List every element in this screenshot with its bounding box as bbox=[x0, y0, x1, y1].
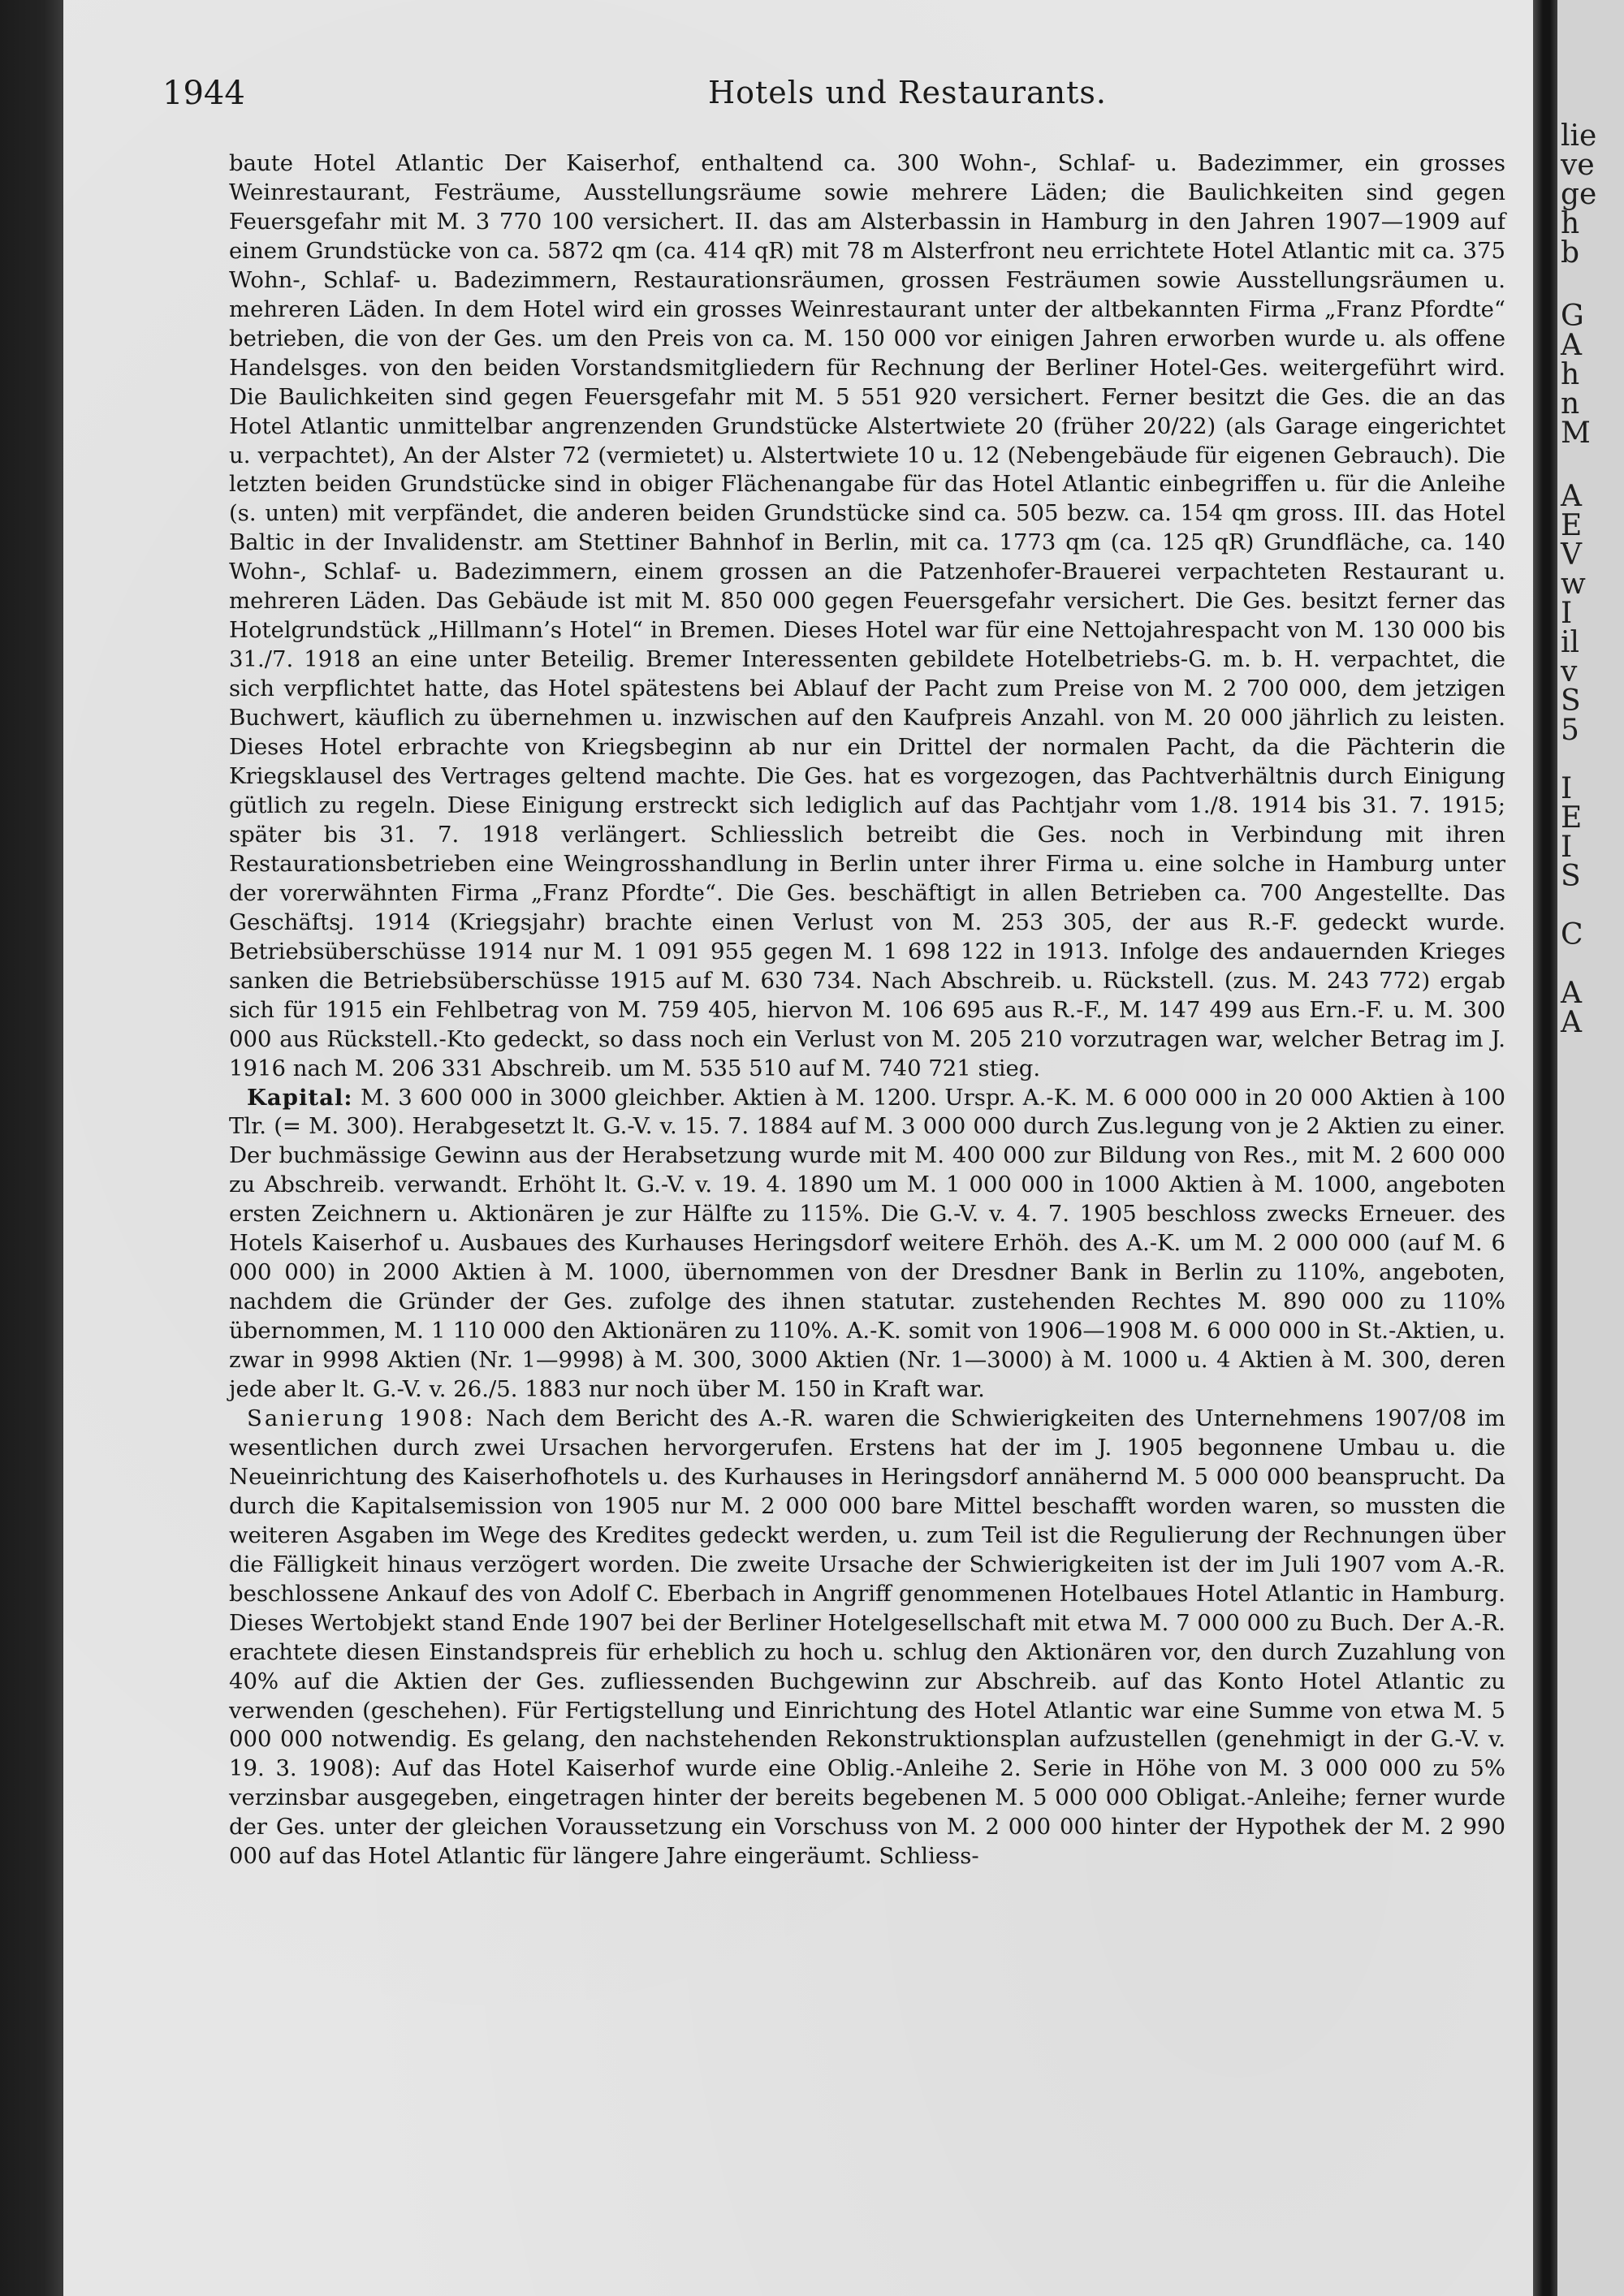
next-page-fragment: b bbox=[1561, 236, 1580, 270]
sanierung-text: Nach dem Bericht des A.-R. waren die Schwierigkeiten des Unternehmens 1907/08 im wesentlichen durch zwei Ursachen hervorgerufen. Erstens hat der im J. 1905 begonnene Umbau u. die Neueinrichtung des Kaiserhofhotels u. des Kurhauses in Heringsdorf annähernd M. 5 000 000 beansprucht. Da durch die Kapitalsemission von 1905 nur M. 2 000 000 bare Mittel beschafft worden waren, so mussten die weiteren Asgaben im Wege des Kredites gedeckt werden, u. zum Teil ist die Regulierung der Rechnungen über die Fälligkeit hinaus verzögert worden. Die zweite Ursache der Schwierigkeiten ist der im Juli 1907 vom A.-R. beschlossene Ankauf des von Adolf C. Eberbach in Angriff genommenen Hotelbaues Hotel Atlantic in Hamburg. Dieses Wertobjekt stand Ende 1907 bei der Berliner Hotelgesellschaft mit etwa M. 7 000 000 zu Buch. Der A.-R. erachtete diesen Einstandspreis für erheblich zu hoch u. schlug den Aktionären vor, den durch Zuzahlung von 40% auf die Aktien der Ges. zufliessenden Buchgewinn zur Abschreib. auf das Konto Hotel Atlantic zu verwenden (geschehen). Für Fertigstellung und Einrichtung des Hotel Atlantic war eine Summe von etwa M. 5 000 000 notwendig. Es gelang, den nachstehenden Rekonstruktionsplan aufzustellen (genehmigt in der G.-V. v. 19. 3. 1908): Auf das Hotel Kaiserhof wurde eine Oblig.-Anleihe 2. Serie in Höhe von M. 3 000 000 zu 5% verzinsbar ausgegeben, eingetragen hinter der bereits begebenen M. 5 000 000 Obligat.-Anleihe; ferner wurde der Ges. unter der gleichen Voraussetzung ein Vorschuss von M. 2 000 000 hinter der Hypothek der M. 2 990 000 auf das Hotel Atlantic für längere Jahre eingeräumt. Schliess- bbox=[229, 1405, 1505, 1870]
next-page-fragment: S bbox=[1561, 860, 1581, 893]
next-page-fragment: I bbox=[1561, 772, 1573, 805]
page-header bbox=[162, 75, 1502, 115]
next-page-fragment: G bbox=[1561, 300, 1584, 333]
next-page-fragment: ge bbox=[1561, 178, 1597, 211]
body-text bbox=[229, 149, 1505, 1871]
next-page-fragment: V bbox=[1561, 538, 1582, 572]
next-page-fragment: ve bbox=[1561, 149, 1595, 182]
next-page-fragment: C bbox=[1561, 918, 1583, 952]
paragraph-hotel-properties: baute Hotel Atlantic Der Kaiserhof, enthaltend ca. 300 Wohn-, Schlaf- u. Badezimmer, ein grosses Weinrestaurant, Festräume, Ausstellungsräume sowie mehrere Läden; die Baulichkeiten sind gegen Feuersgefahr mit M. 3 770 100 versichert. II. das am Alsterbassin in Hamburg in den Jahren 1907—1909 auf einem Grundstücke von ca. 5872 qm (ca. 414 qR) mit 78 m Alsterfront neu errichtete Hotel Atlantic mit ca. 375 Wohn-, Schlaf- u. Badezimmern, Restaurationsräumen, grossen Festräumen sowie Ausstellungsräumen u. mehreren Läden. In dem Hotel wird ein grosses Weinrestaurant unter der altbekannten Firma „Franz Pfordte“ betrieben, die von der Ges. um den Preis von ca. M. 150 000 vor einigen Jahren erworben wurde u. als offene Handelsges. von den beiden Vorstandsmitgliedern für Rechnung der Berliner Hotel-Ges. weitergeführt wird. Die Baulichkeiten sind gegen Feuersgefahr mit M. 5 551 920 versichert. Ferner besitzt die Ges. die an das Hotel Atlantic unmittelbar angrenzenden Grundstücke Alstertwiete 20 (früher 20/22) (als Garage eingerichtet u. verpachtet), An der Alster 72 (vermietet) u. Alstertwiete 10 u. 12 (Nebengebäude für eigenen Gebrauch). Die letzten beiden Grundstücke sind in obiger Flächenangabe für das Hotel Atlantic einbegriffen u. für die Anleihe (s. unten) mit verpfändet, die anderen beiden Grundstücke sind ca. 505 bezw. ca. 154 qm gross. III. das Hotel Baltic in der Invalidenstr. am Stettiner Bahnhof in Berlin, mit ca. 1773 qm (ca. 125 qR) Grundfläche, ca. 140 Wohn-, Schlaf- u. Badezimmern, einem grossen an die Patzenhofer-Brauerei verpachteten Restaurant u. mehreren Läden. Das Gebäude ist mit M. 850 000 gegen Feuersgefahr versichert. Die Ges. besitzt ferner das Hotelgrundstück „Hillmann’s Hotel“ in Bremen. Dieses Hotel war für eine Nettojahrespacht von M. 130 000 bis 31./7. 1918 an eine unter Beteilig. Bremer Interessenten gebildete Hotelbetriebs-G. m. b. H. verpachtet, die sich verpflichtet hatte, das Hotel spätestens bei Ablauf der Pacht zum Preise von M. 2 700 000, dem jetzigen Buchwert, käuflich zu übernehmen u. inzwischen auf den Kaufpreis Anzahl. von M. 20 000 jährlich zu leisten. Dieses Hotel erbrachte von Kriegsbeginn ab nur ein Drittel der normalen Pacht, da die Pächterin die Kriegsklausel des Vertrages geltend machte. Die Ges. hat es vorgezogen, das Pachtverhältnis durch Einigung gütlich zu regeln. Diese Einigung erstreckt sich lediglich auf das Pachtjahr vom 1./8. 1914 bis 31. 7. 1915; später bis 31. 7. 1918 verlängert. Schliesslich betreibt die Ges. noch in Verbindung mit ihren Restaurationsbetrieben eine Weingrosshandlung in Berlin unter ihrer Firma u. eine solche in Hamburg unter der vorerwähnten Firma „Franz Pfordte“. Die Ges. beschäftigt in allen Betrieben ca. 700 Angestellte. Das Geschäftsj. 1914 (Kriegsjahr) brachte einen Verlust von M. 253 305, der aus R.-F. gedeckt wurde. Betriebsüberschüsse 1914 nur M. 1 091 955 gegen M. 1 698 122 in 1913. Infolge des andauernden Krieges sanken die Betriebsüberschüsse 1915 auf M. 630 734. Nach Abschreib. u. Rückstell. (zus. M. 243 772) ergab sich für 1915 ein Fehlbetrag von M. 759 405, hiervon M. 106 695 aus R.-F., M. 147 499 aus Ern.-F. u. M. 300 000 aus Rückstell.-Kto gedeckt, so dass noch ein Verlust von M. 205 210 vorzutragen war, welcher Betrag im J. 1916 nach M. 206 331 Abschreib. um M. 535 510 auf M. 740 721 stieg. bbox=[229, 150, 1505, 1081]
next-page-fragment: n bbox=[1561, 387, 1580, 421]
next-page-fragment: I bbox=[1561, 831, 1573, 864]
next-page-fragment: M bbox=[1561, 416, 1591, 450]
binding-edge bbox=[0, 0, 63, 2296]
next-page-fragment: S bbox=[1561, 684, 1581, 718]
next-page-fragment: h bbox=[1561, 207, 1580, 240]
paragraph-sanierung bbox=[229, 1405, 1505, 1871]
kapital-heading: Kapital: bbox=[247, 1084, 353, 1111]
sanierung-heading: Sanierung 1908: bbox=[247, 1405, 476, 1431]
next-page-fragment: h bbox=[1561, 358, 1580, 391]
next-page-fragment: A bbox=[1561, 329, 1582, 362]
next-page-fragment: v bbox=[1561, 655, 1578, 688]
next-page-fragment: w bbox=[1561, 568, 1586, 601]
running-title: Hotels und Restaurants. bbox=[708, 75, 1108, 110]
next-page-fragment: E bbox=[1561, 509, 1583, 542]
page-number: 1944 bbox=[162, 75, 245, 112]
kapital-text: M. 3 600 000 in 3000 gleichber. Aktien à M. 1200. Urspr. A.-K. M. 6 000 000 in 20 000 Aktien à 100 Tlr. (= M. 300). Herabgesetzt lt. G.-V. v. 15. 7. 1884 auf M. 3 000 000 durch Zus.legung von je 2 Aktien zu einer. Der buchmässige Gewinn aus der Herabsetzung wurde mit M. 400 000 zur Bildung von Res., mit M. 2 600 000 zu Abschreib. verwandt. Erhöht lt. G.-V. v. 19. 4. 1890 um M. 1 000 000 in 1000 Aktien à M. 1000, angeboten ersten Zeichnern u. Aktionären je zur Hälfte zu 115%. Die G.-V. v. 4. 7. 1905 beschloss zwecks Erneuer. des Hotels Kaiserhof u. Ausbaues des Kurhauses Heringsdorf weitere Erhöh. des A.-K. um M. 2 000 000 (auf M. 6 000 000) in 2000 Aktien à M. 1000, übernommen von der Dresdner Bank in Berlin zu 110%, angeboten, nachdem die Gründer der Ges. zufolge des ihnen statutar. zustehenden Rechtes M. 890 000 zu 110% übernommen, M. 1 110 000 den Aktionären zu 110%. A.-K. somit von 1906—1908 M. 6 000 000 in St.-Aktien, u. zwar in 9998 Aktien (Nr. 1—9998) à M. 300, 3000 Aktien (Nr. 1—3000) à M. 1000 u. 4 Aktien à M. 300, deren jede aber lt. G.-V. v. 26./5. 1883 nur noch über M. 150 in Kraft war. bbox=[229, 1084, 1505, 1403]
next-page-fragment: A bbox=[1561, 480, 1582, 513]
page-gutter bbox=[1533, 0, 1557, 2296]
next-page-fragment: il bbox=[1561, 626, 1580, 659]
paragraph-kapital bbox=[229, 1084, 1505, 1405]
next-page-fragment: I bbox=[1561, 597, 1573, 630]
next-page-fragment: 5 bbox=[1561, 714, 1579, 747]
next-page-fragment: A bbox=[1561, 1006, 1582, 1039]
next-page-fragment: A bbox=[1561, 977, 1582, 1010]
next-page-fragment: lie bbox=[1561, 119, 1597, 153]
next-page-sliver bbox=[1557, 0, 1624, 2296]
next-page-fragment: E bbox=[1561, 801, 1583, 835]
